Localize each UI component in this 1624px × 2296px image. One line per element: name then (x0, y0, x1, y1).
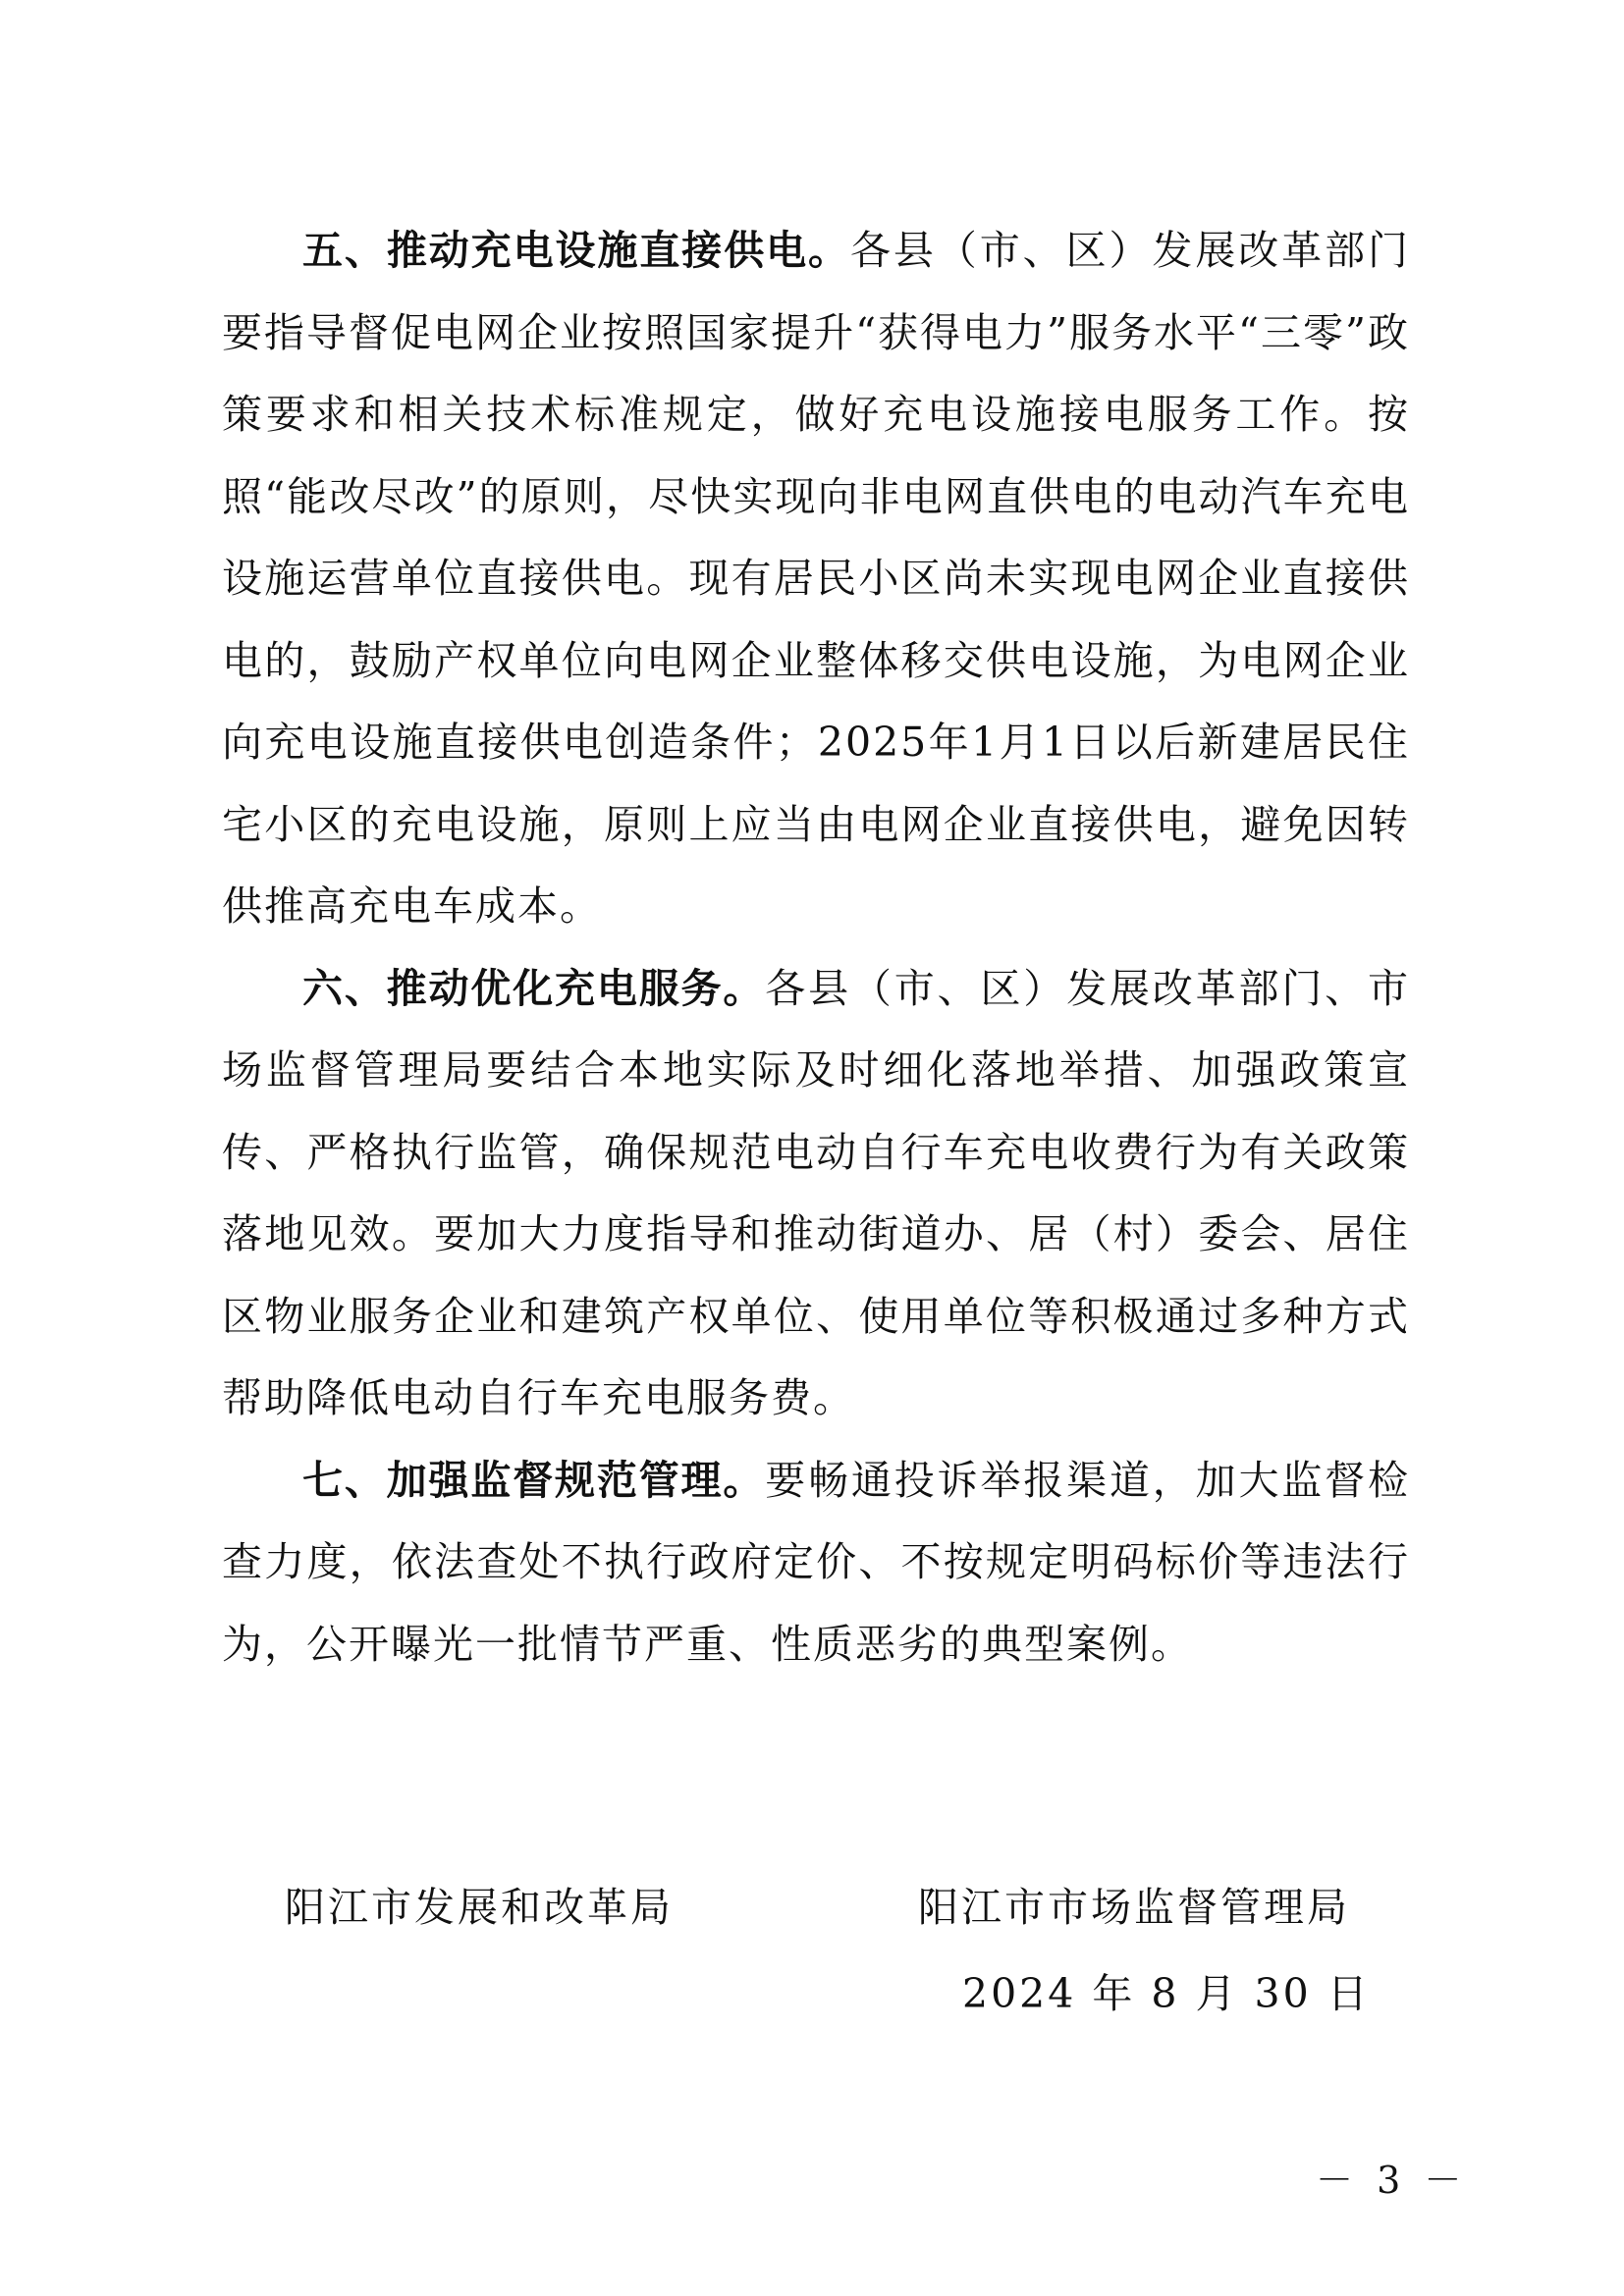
signature-org-market-supervision: 阳江市市场监督管理局 (918, 1884, 1350, 1931)
page-number: － 3 － (1316, 2159, 1468, 2202)
paragraph-7 (222, 1440, 1410, 1686)
paragraph-7-text: 要畅通投诉举报渠道，加大监督检查力度，依法查处不执行政府定价、不按规定明码标价等违法行为，公开曝光一批情节严重、性质恶劣的典型案例。 (222, 1456, 1411, 1668)
paragraph-6-heading: 六、推动优化充电服务。 (302, 964, 766, 1012)
paragraph-7-heading: 七、加强监督规范管理。 (302, 1456, 766, 1504)
paragraph-5-text: 各县（市、区）发展改革部门要指导督促电网企业按照国家提升“获得电力”服务水平“三零”政策要求和相关技术标准规定，做好充电设施接电服务工作。按照“能改尽改”的原则，尽快实现向非电网直供电的电动汽车充电设施运营单位直接供电。现有居民小区尚未实现电网企业直接供电的，鼓励产权单位向电网企业整体移交供电设施，为电网企业向充电设施直接供电创造条件；2025年1月1日以后新建居民住宅小区的充电设施，原则上应当由电网企业直接供电，避免因转供推高充电车成本。 (222, 227, 1411, 930)
paragraph-6-text: 各县（市、区）发展改革部门、市场监督管理局要结合本地实际及时细化落地举措、加强政策宣传、严格执行监管，确保规范电动自行车充电收费行为有关政策落地见效。要加大力度指导和推动街道办、居（村）委会、居住区物业服务企业和建筑产权单位、使用单位等积极通过多种方式帮助降低电动自行车充电服务费。 (222, 964, 1411, 1421)
signature-org-development-reform: 阳江市发展和改革局 (285, 1884, 674, 1931)
paragraph-5-heading: 五、推动充电设施直接供电。 (302, 227, 850, 274)
signature-date: 2024 年 8 月 30 日 (962, 1970, 1371, 2017)
paragraph-6 (222, 948, 1410, 1440)
paragraph-5 (222, 210, 1410, 948)
document-body (222, 210, 1410, 1685)
